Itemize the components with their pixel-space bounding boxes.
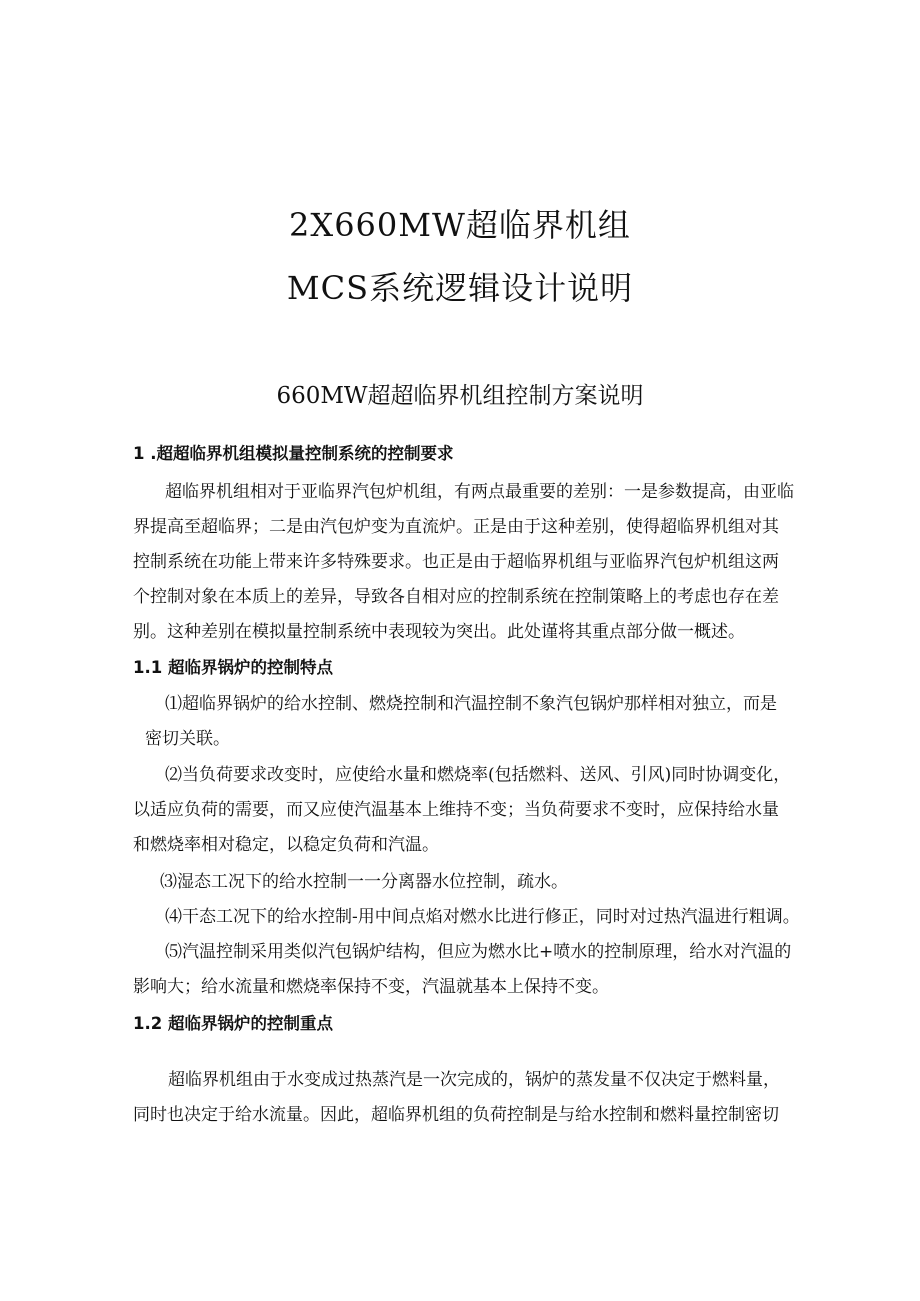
item-1-line-2: 密切关联。 — [145, 729, 230, 749]
item-2-line-1: ⑵当负荷要求改变时，应使给水量和燃烧率(包括燃料、送风、引风)同时协调变化， — [165, 765, 791, 785]
item-5-line-2: 影响大；给水流量和燃烧率保持不变，汽温就基本上保持不变。 — [133, 977, 609, 997]
document-title-line1: 2X660MW超临界机组 — [289, 206, 631, 244]
section-1-para-line-4: 个控制对象在本质上的差异，导致各自相对应的控制系统在控制策略上的考虑也存在差 — [133, 587, 779, 607]
document-subtitle: 660MW超超临界机组控制方案说明 — [276, 383, 644, 409]
document-title-line2: MCS系统逻辑设计说明 — [286, 269, 634, 307]
section-1-1-heading: 1.1 超临界锅炉的控制特点 — [133, 658, 333, 677]
item-2-line-3: 和燃烧率相对稳定，以稳定负荷和汽温。 — [133, 835, 439, 855]
section-1-2-para-line-1: 超临界机组由于水变成过热蒸汽是一次完成的，锅炉的蒸发量不仅决定于燃料量， — [168, 1070, 780, 1090]
item-4: ⑷干态工况下的给水控制-用中间点焰对燃水比进行修正，同时对过热汽温进行粗调。 — [165, 907, 800, 927]
item-1-line-1: ⑴超临界锅炉的给水控制、燃烧控制和汽温控制不象汽包锅炉那样相对独立，而是 — [165, 694, 777, 714]
item-5-line-1: ⑸汽温控制采用类似汽包锅炉结构，但应为燃水比+喷水的控制原理，给水对汽温的 — [165, 942, 792, 962]
section-1-heading: 1 .超超临界机组模拟量控制系统的控制要求 — [133, 444, 454, 463]
section-1-para-line-1: 超临界机组相对于亚临界汽包炉机组，有两点最重要的差别：一是参数提高，由亚临 — [165, 482, 794, 502]
section-1-2-heading: 1.2 超临界锅炉的控制重点 — [133, 1014, 333, 1033]
item-3: ⑶湿态工况下的给水控制一一分离器水位控制，疏水。 — [160, 872, 568, 892]
section-1-2-para-line-2: 同时也决定于给水流量。因此，超临界机组的负荷控制是与给水控制和燃料量控制密切 — [133, 1105, 779, 1125]
section-1-para-line-3: 控制系统在功能上带来许多特殊要求。也正是由于超临界机组与亚临界汽包炉机组这两 — [133, 552, 779, 572]
section-1-para-line-5: 别。这种差别在模拟量控制系统中表现较为突出。此处谨将其重点部分做一概述。 — [133, 622, 745, 642]
item-2-line-2: 以适应负荷的需要，而又应使汽温基本上维持不变；当负荷要求不变时，应保持给水量 — [133, 800, 779, 820]
section-1-para-line-2: 界提高至超临界；二是由汽包炉变为直流炉。正是由于这种差别，使得超临界机组对其 — [133, 517, 779, 537]
